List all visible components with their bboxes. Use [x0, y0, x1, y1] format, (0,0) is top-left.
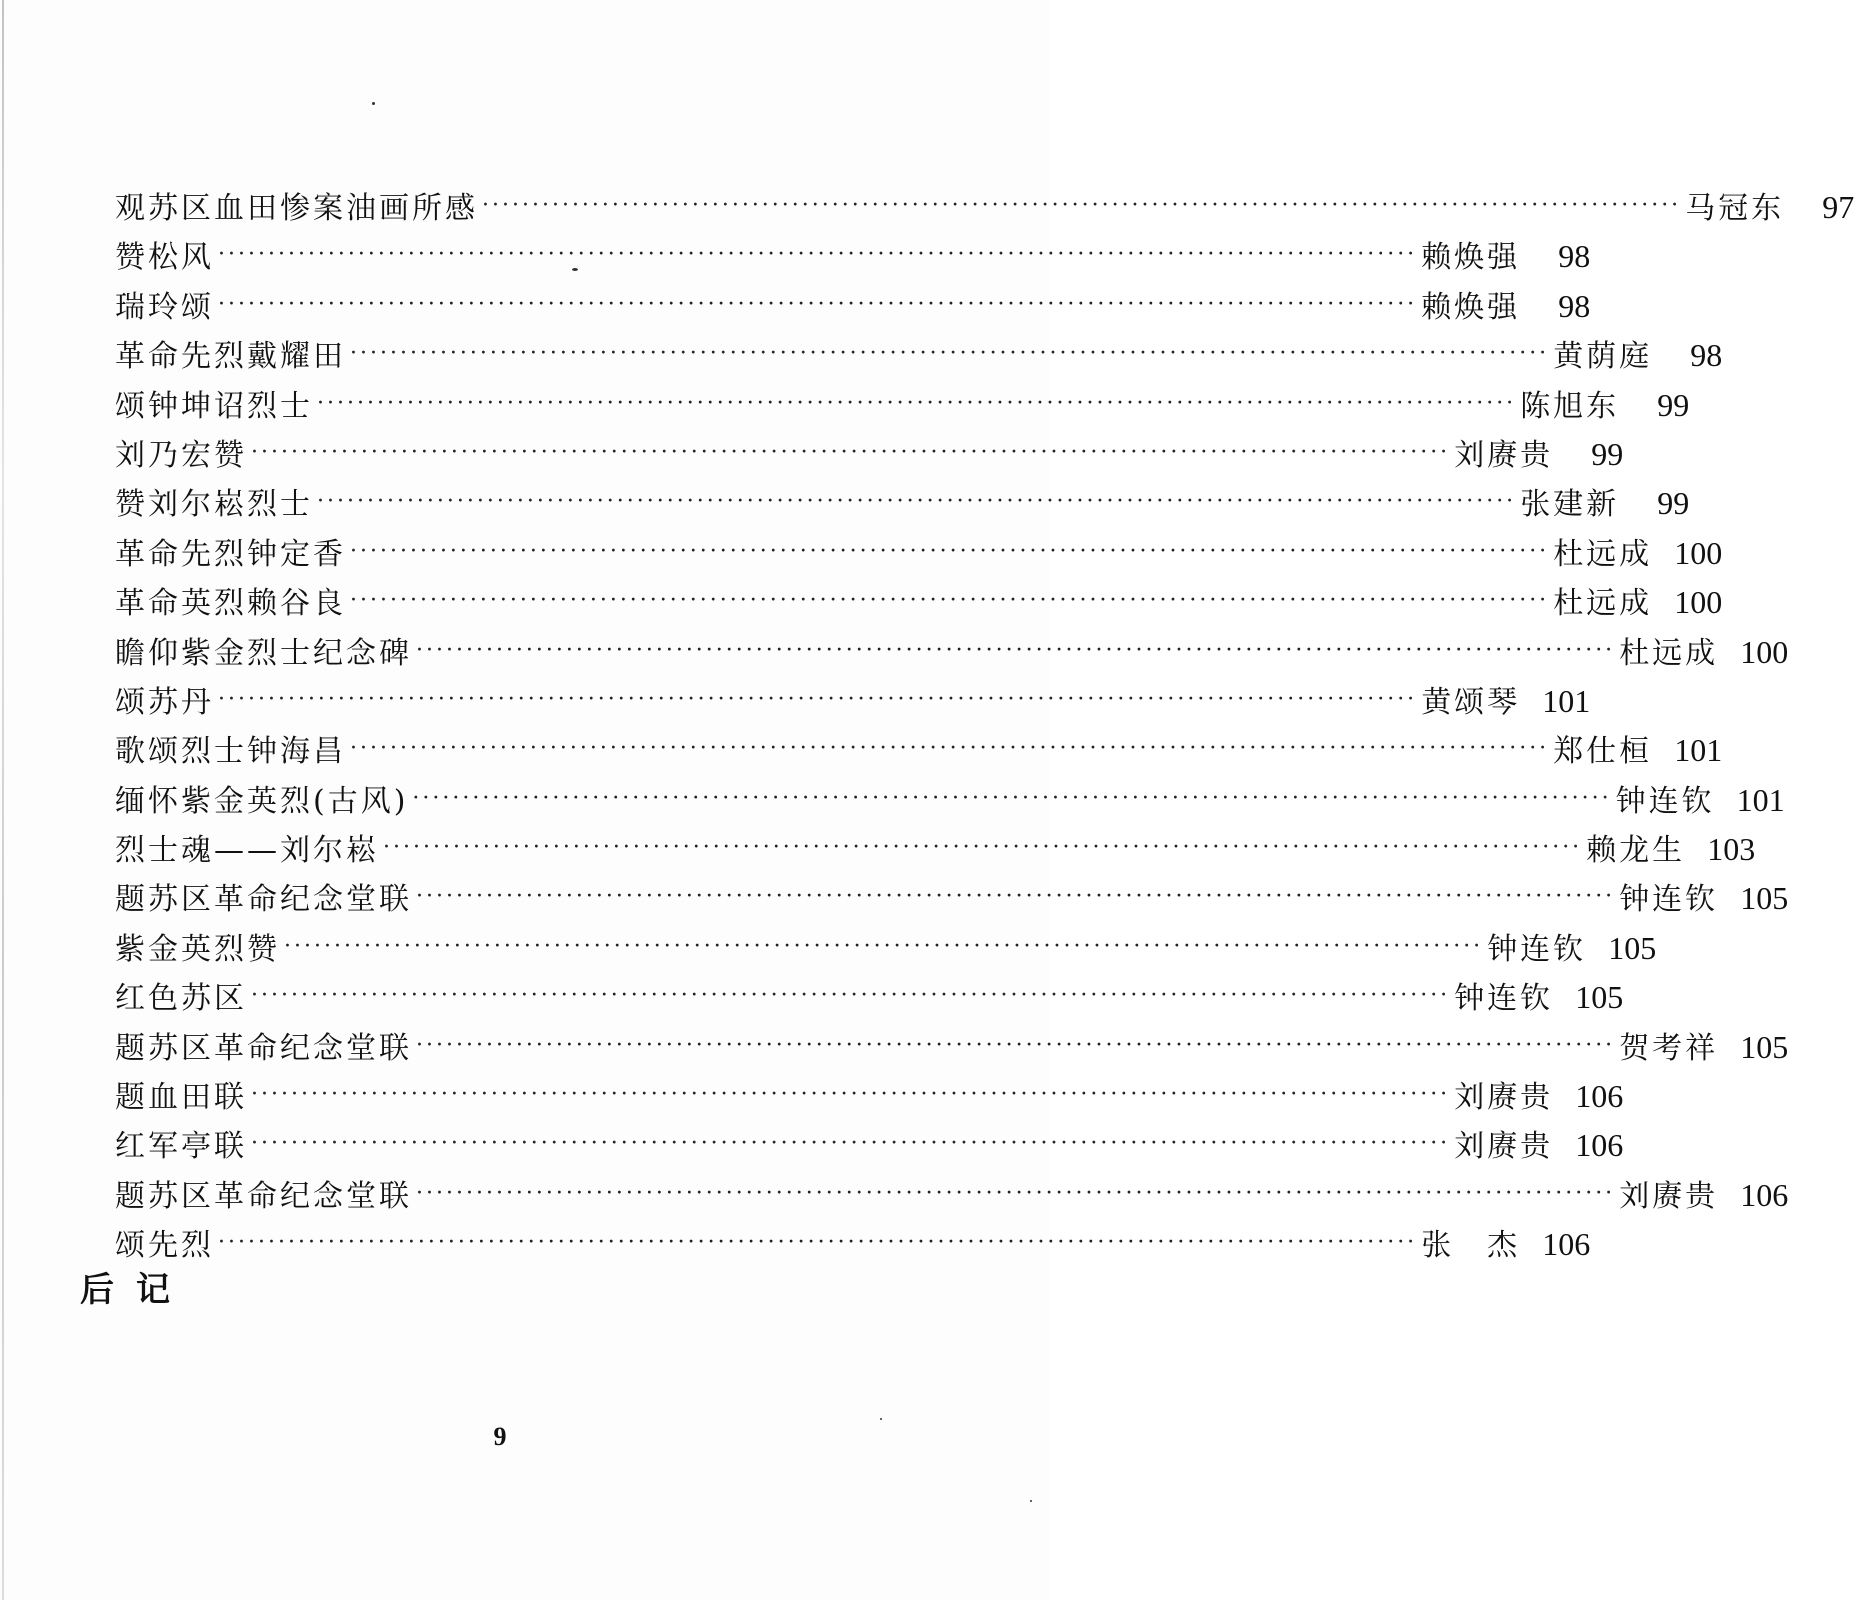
scan-speck — [572, 268, 578, 271]
entry-title: 紫金英烈赞 — [115, 931, 280, 967]
entry-title: 颂苏丹 — [115, 684, 214, 720]
entry-title: 赞松风 — [115, 240, 214, 276]
toc-entry — [115, 1220, 1591, 1269]
entry-author: 杜远成 — [1553, 536, 1653, 572]
dot-leader: ························································································································ — [251, 1082, 1451, 1108]
entry-page-number: 101 — [1736, 781, 1785, 818]
entry-title: 革命英烈赖谷良 — [115, 586, 346, 622]
toc-entry — [115, 726, 1723, 775]
entry-author: 刘赓贵 — [1619, 1178, 1719, 1214]
toc-entry — [115, 430, 1624, 479]
entry-page-number: 105 — [1608, 929, 1657, 966]
entry-title: 题苏区革命纪念堂联 — [115, 1030, 412, 1066]
toc-entry — [115, 183, 1854, 232]
scan-speck — [372, 102, 375, 105]
dot-leader: ························································································································ — [251, 983, 1451, 1009]
entry-title: 刘乃宏赞 — [115, 437, 247, 473]
dot-leader: ························································································································ — [218, 242, 1418, 268]
entry-page-number: 100 — [1740, 633, 1789, 670]
entry-page-number: 99 — [1591, 435, 1624, 472]
toc-entry — [115, 924, 1657, 973]
entry-author: 黄荫庭 — [1553, 339, 1653, 375]
dot-leader: ························································································································ — [251, 439, 1451, 465]
entry-author: 杜远成 — [1619, 635, 1719, 671]
toc-entry — [115, 1023, 1789, 1072]
dot-leader: ························································································································ — [482, 193, 1682, 218]
entry-author: 刘赓贵 — [1454, 1080, 1554, 1116]
page-number: 9 — [493, 1422, 507, 1451]
entry-title: 瑞玲颂 — [115, 289, 214, 325]
entry-title: 题苏区革命纪念堂联 — [115, 1178, 412, 1214]
entry-page-number: 100 — [1674, 534, 1723, 571]
entry-title: 红军亭联 — [115, 1129, 247, 1165]
entry-page-number: 101 — [1674, 732, 1723, 769]
toc-entry — [115, 1121, 1624, 1170]
entry-page-number: 98 — [1690, 337, 1723, 374]
entry-author: 张 杰 — [1421, 1228, 1521, 1264]
entry-author: 赖龙生 — [1586, 833, 1686, 869]
dot-leader: ························································································································ — [350, 588, 1550, 614]
toc-entry — [115, 529, 1723, 578]
toc-entry — [115, 973, 1624, 1022]
entry-title: 瞻仰紫金烈士纪念碑 — [115, 635, 412, 671]
entry-page-number: 98 — [1558, 287, 1591, 324]
entry-page-number: 105 — [1740, 1028, 1789, 1065]
entry-title: 歌颂烈士钟海昌 — [115, 734, 346, 770]
dot-leader: ························································································································ — [317, 390, 1517, 416]
entry-page-number: 106 — [1575, 1127, 1624, 1164]
dot-leader: ························································································································ — [350, 736, 1550, 762]
dot-leader: ························································································································ — [218, 291, 1418, 317]
toc-entry — [115, 677, 1591, 726]
entry-author: 钟连钦 — [1454, 981, 1554, 1017]
scan-speck — [880, 1418, 882, 1420]
toc-entry — [115, 282, 1591, 331]
entry-title: 烈士魂——刘尔崧 — [115, 833, 379, 869]
entry-title: 颂钟坤诏烈士 — [115, 388, 313, 424]
entry-title: 缅怀紫金英烈(古风) — [115, 783, 409, 819]
dot-leader: ························································································································ — [350, 341, 1550, 367]
scan-speck — [1030, 1500, 1032, 1502]
entry-author: 杜远成 — [1553, 586, 1653, 622]
entry-page-number: 105 — [1740, 880, 1789, 917]
entry-author: 赖焕强 — [1421, 240, 1521, 276]
toc-entry — [115, 232, 1591, 281]
entry-author: 钟连钦 — [1619, 882, 1719, 918]
entry-author: 赖焕强 — [1421, 289, 1521, 325]
entry-page-number: 98 — [1558, 238, 1591, 275]
toc-entry — [115, 578, 1723, 627]
toc-entry — [115, 1072, 1624, 1121]
toc-entry — [115, 381, 1690, 430]
entry-page-number: 106 — [1740, 1176, 1789, 1213]
entry-author: 陈旭东 — [1520, 388, 1620, 424]
entry-page-number: 103 — [1707, 831, 1756, 868]
toc-entry — [115, 331, 1723, 380]
entry-author: 钟连钦 — [1487, 931, 1587, 967]
dot-leader: ························································································································ — [218, 686, 1418, 712]
entry-title: 红色苏区 — [115, 981, 247, 1017]
dot-leader: ························································································································ — [218, 1230, 1418, 1256]
entry-title: 革命先烈戴耀田 — [115, 339, 346, 375]
toc-entry — [115, 1171, 1789, 1220]
entry-author: 刘赓贵 — [1454, 437, 1554, 473]
entry-author: 郑仕桓 — [1553, 734, 1653, 770]
toc-entry — [115, 628, 1789, 677]
entry-page-number: 100 — [1674, 584, 1723, 621]
entry-title: 题苏区革命纪念堂联 — [115, 882, 412, 918]
entry-page-number: 106 — [1575, 1078, 1624, 1115]
entry-title: 革命先烈钟定香 — [115, 536, 346, 572]
entry-author: 张建新 — [1520, 487, 1620, 523]
entry-page-number: 99 — [1657, 386, 1690, 423]
entry-author: 贺考祥 — [1619, 1030, 1719, 1066]
toc-entry — [115, 479, 1690, 528]
toc-entry — [115, 874, 1789, 923]
dot-leader: ························································································································ — [412, 785, 1612, 811]
entry-title: 赞刘尔崧烈士 — [115, 487, 313, 523]
entry-author: 刘赓贵 — [1454, 1129, 1554, 1165]
entry-page-number: 101 — [1542, 682, 1591, 719]
dot-leader: ························································································································ — [350, 538, 1550, 564]
dot-leader: ························································································································ — [284, 933, 1484, 959]
dot-leader: ························································································································ — [251, 1131, 1451, 1157]
entry-page-number: 105 — [1575, 979, 1624, 1016]
toc-entry — [115, 776, 1785, 825]
dot-leader: ························································································································ — [416, 884, 1616, 910]
dot-leader: ························································································································ — [383, 835, 1583, 861]
entry-title: 题血田联 — [115, 1080, 247, 1116]
entry-author: 钟连钦 — [1615, 783, 1715, 819]
entry-page-number: 99 — [1657, 485, 1690, 522]
entry-title: 颂先烈 — [115, 1228, 214, 1264]
dot-leader: ························································································································ — [416, 637, 1616, 663]
afterword-heading: 后记 — [80, 1270, 192, 1310]
dot-leader: ························································································································ — [317, 489, 1517, 515]
table-of-contents — [115, 183, 1854, 1270]
dot-leader: ························································································································ — [416, 1032, 1616, 1058]
entry-page-number: 97 — [1822, 189, 1854, 225]
entry-author: 黄颂琴 — [1421, 684, 1521, 720]
scan-edge — [2, 0, 4, 1600]
entry-author: 马冠东 — [1685, 191, 1785, 226]
entry-page-number: 106 — [1542, 1226, 1591, 1263]
dot-leader: ························································································································ — [416, 1180, 1616, 1206]
toc-entry — [115, 825, 1756, 874]
entry-title: 观苏区血田惨案油画所感 — [115, 191, 478, 226]
